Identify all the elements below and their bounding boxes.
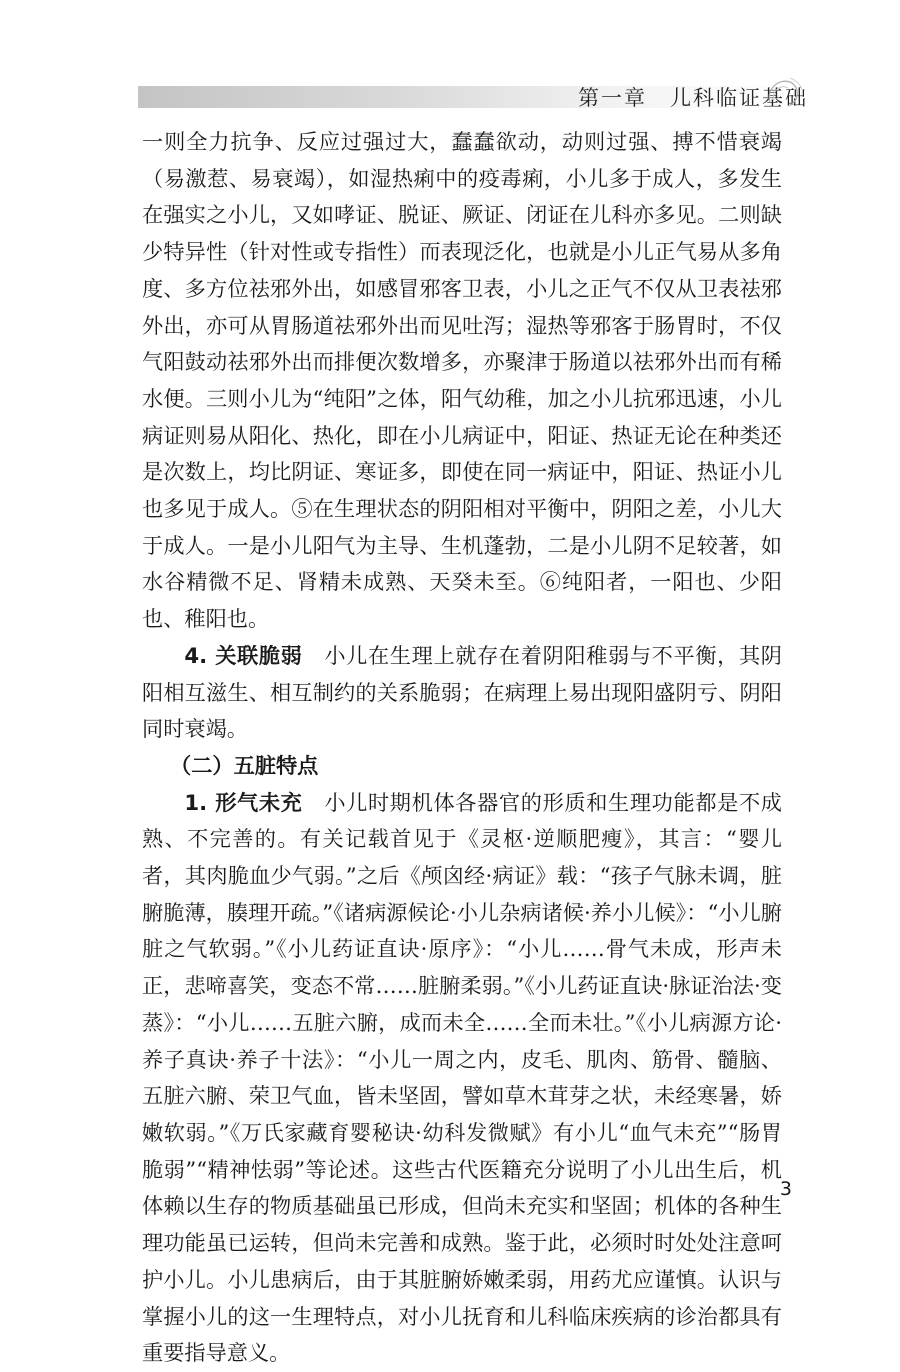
section-title: （二）五脏特点 bbox=[170, 752, 319, 778]
paragraph-continuation: 一则全力抗争、反应过强过大，蠢蠢欲动，动则过强、搏不惜衰竭（易激惹、易衰竭），如湿热痢中的疫毒痢，小儿多于成人，多发生在强实之小儿，又如哮证、脱证、厥证、闭证在儿科亦多见。二则缺少特异性（针对性或专指性）而表现泛化，也就是小儿正气易从多角度、多方位祛邪外出，如感冒邪客卫表，小儿之正气不仅从卫表祛邪外出，亦可从胃肠道祛邪外出而见吐泻；湿热等邪客于肠胃时，不仅气阳鼓动祛邪外出而排便次数增多，亦聚津于肠道以祛邪外出而有稀水便。三则小儿为“纯阳”之体，阳气幼稚，加之小儿抗邪迅速，小儿病证则易从阳化、热化，即在小儿病证中，阳证、热证无论在种类还是次数上，均比阴证、寒证多，即使在同一病证中，阳证、热证小儿也多见于成人。⑤在生理状态的阴阳相对平衡中，阴阳之差，小儿大于成人。一是小儿阳气为主导、生机蓬勃，二是小儿阴不足较著，如水谷精微不足、肾精未成熟、天癸未至。⑥纯阳者，一阳也、少阳也、稚阳也。 bbox=[142, 129, 782, 632]
chapter-title: 第一章 儿科临证基础 bbox=[578, 86, 808, 110]
paragraph-guanlian bbox=[142, 638, 782, 748]
page-body bbox=[142, 124, 782, 1372]
paragraph-text: 小儿在生理上就存在着阴阳稚弱与不平衡，其阴阳相互滋生、相互制约的关系脆弱；在病理上易出现阳盛阴亏、阴阳同时衰竭。 bbox=[142, 642, 782, 742]
paragraph-text: 小儿时期机体各器官的形质和生理功能都是不成熟、不完善的。有关记载首见于《灵枢·逆顺肥瘦》，其言：“婴儿者，其肉脆血少气弱。”之后《颅囟经·病证》载：“孩子气脉未调，脏腑脆薄，腠理开疏。”《诸病源候论·小儿杂病诸候·养小儿候》：“小儿腑脏之气软弱。”《小儿药证直诀·原序》：“小儿……骨气未成，形声未正，悲啼喜笑，变态不常……脏腑柔弱。”《小儿药证直诀·脉证治法·变蒸》：“小儿……五脏六腑，成而未全……全而未壮。”《小儿病源方论·养子真诀·养子十法》：“小儿一周之内，皮毛、肌肉、筋骨、髓脑、五脏六腑、荣卫气血，皆未坚固，譬如草木茸芽之状，未经寒暑，娇嫩软弱。”《万氏家藏育婴秘诀·幼科发微赋》有小儿“血气未充”“肠胃脆弱”“精神怯弱”等论述。这些古代医籍充分说明了小儿出生后，机体赖以生存的物质基础虽已形成，但尚未充实和坚固；机体的各种生理功能虽已运转，但尚未完善和成熟。鉴于此，必须时时处处注意呵护小儿。小儿患病后，由于其脏腑娇嫩柔弱，用药尤应谨慎。认识与掌握小儿的这一生理特点，对小儿抚育和儿科临床疾病的诊治都具有重要指导意义。 bbox=[142, 789, 782, 1366]
ornament-swirl-icon bbox=[760, 72, 806, 118]
page-number: 3 bbox=[779, 1178, 792, 1200]
paragraph-xingqi bbox=[142, 785, 782, 1372]
paragraph-heading: 1. 形气未充 bbox=[184, 789, 303, 815]
paragraph-heading: 4. 关联脆弱 bbox=[184, 642, 303, 668]
